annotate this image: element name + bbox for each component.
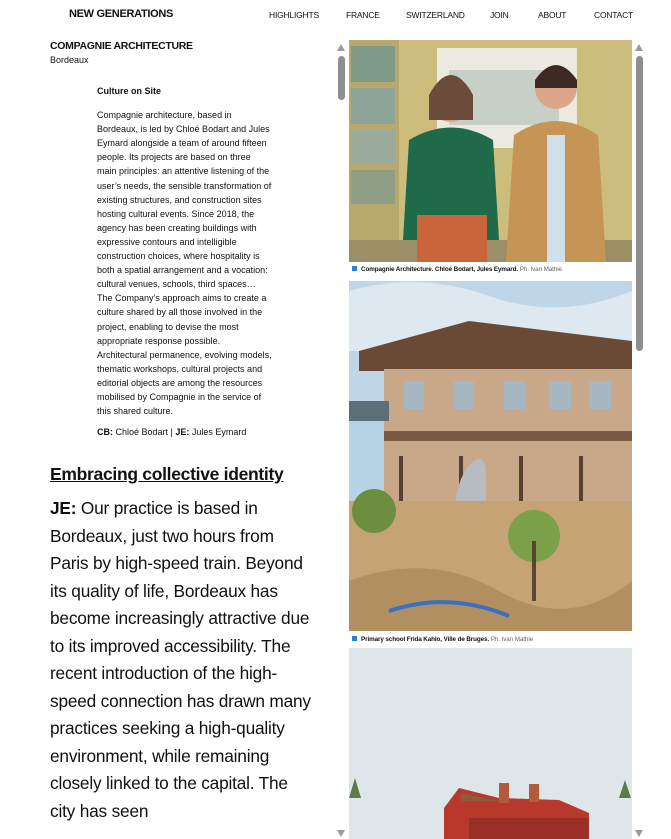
caption-title: Primary school Frida Kahlo, Ville de Bruges. bbox=[361, 636, 490, 643]
credit-je-name: Jules Eymard bbox=[189, 427, 247, 438]
building-illustration bbox=[349, 648, 632, 839]
nav-highlights[interactable]: HIGHLIGHTS bbox=[269, 10, 319, 20]
article-text: Our practice is based in Bordeaux, just two hours from Paris by high-speed train. Beyond its quality of life, Bordeaux has become increasingly attractive due to its improved accessibility. The recent introduction of the high-speed connection has drawn many practices seeking a high-quality environment, while remaining closely linked to the capital. The city has seen bbox=[50, 498, 311, 821]
firm-city: Bordeaux bbox=[50, 55, 89, 65]
nav-switzerland[interactable]: SWITZERLAND bbox=[406, 10, 465, 20]
credit-cb-name: Chloé Bodart | bbox=[113, 427, 176, 438]
school-photo bbox=[349, 281, 632, 631]
scroll-down-arrow-icon[interactable] bbox=[337, 830, 345, 837]
nav-contact[interactable]: CONTACT bbox=[594, 10, 634, 20]
portrait-photo bbox=[349, 40, 632, 262]
scroll-down-arrow-icon[interactable] bbox=[635, 830, 643, 837]
sidebox-text: Compagnie architecture, based in Bordeaux, is led by Chloé Bodart and Jules Eymard alongside a team of around fifteen people. Its projects are based on three main principles: an attentive listening of the user’s needs, the sensible transformation of existing structures, and construction sites hosting cultural events. Since 2018, the agency has been creating buildings with expressive contours and intelligible construction choices, where hospitality is both a spatial arrangement and a vocation: cultural venues, schools, third spaces… The Company’s approach aims to create a culture shared by all those involved in the project, enabling to devise the most appropriate response possible. Architectural permanence, evolving models, thematic workshops, cultural projects and editorial objects are among the resources mobilised by Compagnie in the service of this shared culture. bbox=[97, 110, 272, 417]
caption-credit: Ph. Ivan Mathie bbox=[490, 636, 534, 643]
scroll-up-arrow-icon[interactable] bbox=[635, 44, 643, 51]
scrollbar-thumb[interactable] bbox=[338, 56, 345, 100]
article-heading: Embracing collective identity bbox=[50, 464, 284, 484]
gallery-scrollbar[interactable] bbox=[634, 40, 645, 839]
image-icon bbox=[352, 636, 357, 641]
nav-france[interactable]: FRANCE bbox=[346, 10, 380, 20]
photo-caption-2 bbox=[352, 636, 533, 643]
scrollbar-thumb[interactable] bbox=[636, 56, 643, 351]
firm-name: COMPAGNIE ARCHITECTURE bbox=[50, 40, 193, 52]
nav-about[interactable]: ABOUT bbox=[538, 10, 567, 20]
intro-sidebox bbox=[97, 84, 272, 439]
nav-join[interactable]: JOIN bbox=[490, 10, 509, 20]
article-body bbox=[50, 495, 312, 825]
school-illustration bbox=[349, 281, 632, 631]
credit-cb-key: CB: bbox=[97, 427, 113, 438]
scroll-up-arrow-icon[interactable] bbox=[337, 44, 345, 51]
sidebox-heading: Culture on Site bbox=[97, 86, 162, 96]
photo-caption-1 bbox=[352, 266, 562, 273]
site-logo[interactable]: NEW GENERATIONS bbox=[69, 8, 174, 20]
caption-credit: Ph. Ivan Mathie bbox=[519, 266, 562, 273]
top-navigation bbox=[0, 0, 671, 30]
credit-je-key: JE: bbox=[175, 427, 190, 438]
text-scrollbar[interactable] bbox=[336, 40, 347, 839]
portrait-illustration bbox=[349, 40, 632, 262]
speaker-label: JE: bbox=[50, 498, 77, 518]
image-icon bbox=[352, 266, 357, 271]
caption-title: Compagnie Architecture. Chloé Bodart, Jules Eymard. bbox=[361, 266, 519, 273]
building-photo bbox=[349, 648, 632, 839]
sidebox-credits bbox=[97, 425, 272, 439]
